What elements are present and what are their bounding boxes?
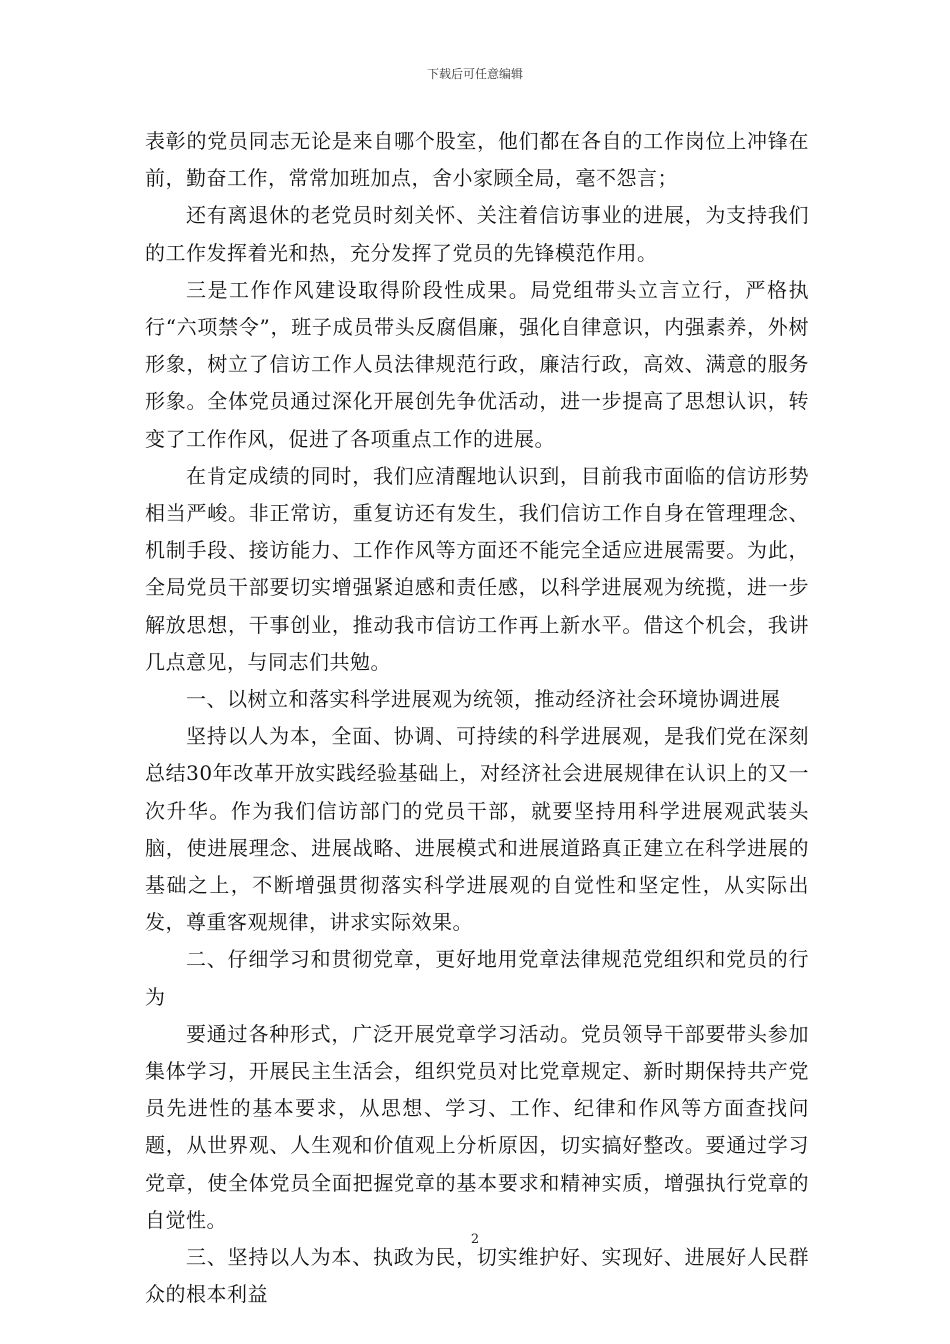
document-body bbox=[145, 123, 809, 1314]
page-header: 下载后可任意编辑 bbox=[426, 67, 523, 81]
paragraph: 坚持以人为本，全面、协调、可持续的科学进展观，是我们党在深刻总结30年改革开放实践经验基础上，对经济社会进展规律在认识上的又一次升华。作为我们信访部门的党员干部，就要坚持用科学进展观武装头脑，使进展理念、进展战略、进展模式和进展道路真正建立在科学进展的基础之上，不断增强贯彻落实科学进展观的自觉性和坚定性，从实际出发，尊重客观规律，讲求实际效果。 bbox=[145, 724, 809, 935]
page-number: 2 bbox=[470, 1232, 480, 1247]
section-heading: 三、坚持以人为本、执政为民，切实维护好、实现好、进展好人民群众的根本利益 bbox=[145, 1245, 809, 1307]
paragraph: 在肯定成绩的同时，我们应清醒地认识到，目前我市面临的信访形势相当严峻。非正常访，重复访还有发生，我们信访工作自身在管理理念、机制手段、接访能力、工作作风等方面还不能完全适应进展需要。为此，全局党员干部要切实增强紧迫感和责任感，以科学进展观为统揽，进一步解放思想，干事创业，推动我市信访工作再上新水平。借这个机会，我讲几点意见，与同志们共勉。 bbox=[145, 463, 809, 674]
paragraph: 还有离退休的老党员时刻关怀、关注着信访事业的进展，为支持我们的工作发挥着光和热，充分发挥了党员的先锋模范作用。 bbox=[145, 203, 809, 265]
paragraph: 三是工作作风建设取得阶段性成果。局党组带头立言立行，严格执行“六项禁令”，班子成员带头反腐倡廉，强化自律意识，内强素养，外树形象，树立了信访工作人员法律规范行政，廉洁行政，高效、满意的服务形象。全体党员通过深化开展创先争优活动，进一步提高了思想认识，转变了工作作风，促进了各项重点工作的进展。 bbox=[145, 277, 809, 451]
section-heading: 二、仔细学习和贯彻党章，更好地用党章法律规范党组织和党员的行为 bbox=[145, 947, 809, 1009]
paragraph: 表彰的党员同志无论是来自哪个股室，他们都在各自的工作岗位上冲锋在前，勤奋工作，常常加班加点，舍小家顾全局，毫不怨言； bbox=[145, 129, 809, 191]
paragraph: 要通过各种形式，广泛开展党章学习活动。党员领导干部要带头参加集体学习，开展民主生活会，组织党员对比党章规定、新时期保持共产党员先进性的基本要求，从思想、学习、工作、纪律和作风等方面查找问题，从世界观、人生观和价值观上分析原因，切实搞好整改。要通过学习党章，使全体党员全面把握党章的基本要求和精神实质，增强执行党章的自觉性。 bbox=[145, 1021, 809, 1232]
section-heading: 一、以树立和落实科学进展观为统领，推动经济社会环境协调进展 bbox=[186, 687, 781, 712]
